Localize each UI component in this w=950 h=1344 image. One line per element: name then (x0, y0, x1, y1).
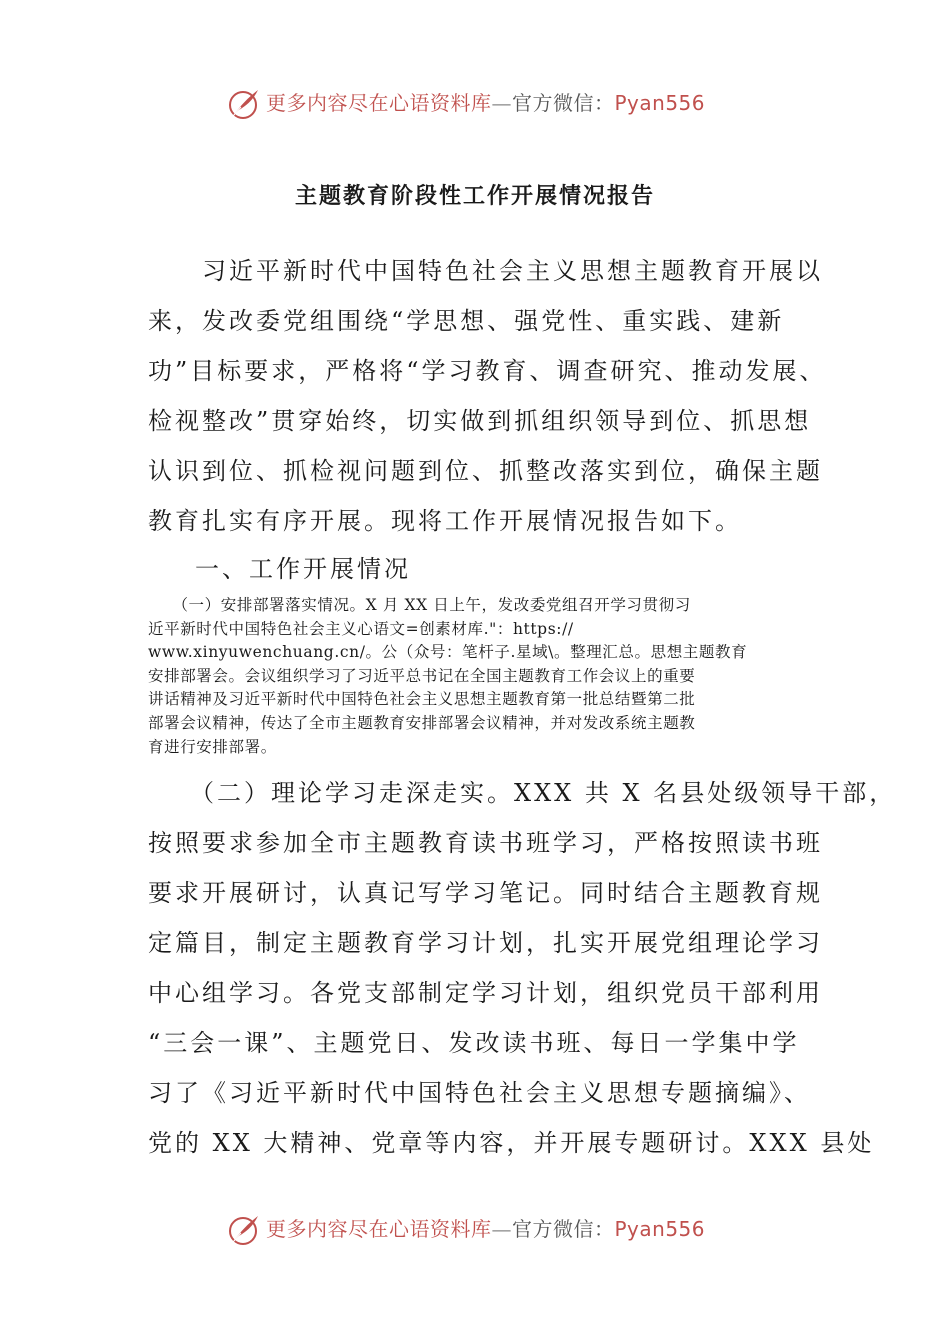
quill-pen-logo-icon (227, 88, 261, 120)
paragraph-line: “三会一课”、主题党日、发改读书班、每日一学集中学 (148, 1029, 800, 1057)
section-1-paragraph (148, 594, 818, 759)
banner-separator: — (491, 91, 512, 115)
banner-wechat-label: 官方微信： (512, 1217, 615, 1241)
intro-paragraph (148, 246, 827, 546)
section-heading: 一、工作开展情况 (195, 555, 411, 583)
paragraph-line: 安排部署会。会议组织学习了习近平总书记在全国主题教育工作会议上的重要 (148, 666, 696, 685)
paragraph-line: www.xinyuwenchuang.cn/。公（众号：笔杆子.星域\。整理汇总。思想主题教育 (148, 643, 748, 662)
section-2-paragraph (148, 768, 897, 1168)
paragraph-line: 部署会议精神，传达了全市主题教育安排部署会议精神，并对发改系统主题教 (148, 713, 696, 732)
paragraph-line: 认识到位、抓检视问题到位、抓整改落实到位，确保主题 (148, 457, 823, 485)
paragraph-line: 定篇目，制定主题教育学习计划，扎实开展党组理论学习 (148, 929, 823, 957)
banner-wechat-label: 官方微信： (512, 91, 615, 115)
banner-brand: 更多内容尽在心语资料库 (266, 91, 492, 115)
paragraph-line: 按照要求参加全市主题教育读书班学习，严格按照读书班 (148, 829, 823, 857)
banner-text (266, 90, 705, 116)
paragraph-line: （一）安排部署落实情况。X 月 XX 日上午，发改委党组召开学习贯彻习 (148, 596, 691, 614)
banner-text (266, 1216, 705, 1242)
paragraph-line: 党的 XX 大精神、党章等内容，并开展专题研讨。XXX 县处 (148, 1129, 875, 1157)
paragraph-line: 近平新时代中国特色社会主义心语文=创素材库."：https:// (148, 619, 574, 638)
paragraph-line: 育进行安排部署。 (148, 737, 277, 756)
quill-pen-logo-icon (227, 1214, 261, 1246)
banner-wechat-id: Pyan556 (614, 91, 706, 115)
paragraph-line: 来，发改委党组围绕“学思想、强党性、重实践、建新 (148, 307, 785, 335)
paragraph-line: 中心组学习。各党支部制定学习计划，组织党员干部利用 (148, 979, 823, 1007)
header-banner (0, 84, 950, 124)
paragraph-line: 习了《习近平新时代中国特色社会主义思想专题摘编》、 (148, 1079, 811, 1107)
paragraph-line: 检视整改”贯穿始终，切实做到抓组织领导到位、抓思想 (148, 407, 812, 435)
paragraph-line: 要求开展研讨，认真记写学习笔记。同时结合主题教育规 (148, 879, 823, 907)
paragraph-line: 习近平新时代中国特色社会主义思想主题教育开展以 (148, 257, 823, 285)
banner-separator: — (491, 1217, 512, 1241)
document-title: 主题教育阶段性工作开展情况报告 (294, 183, 655, 209)
paragraph-line: （二）理论学习走深走实。XXX 共 X 名县处级领导干部， (148, 779, 897, 807)
paragraph-line: 讲话精神及习近平新时代中国特色社会主义思想主题教育第一批总结暨第二批 (148, 690, 696, 709)
banner-wechat-id: Pyan556 (614, 1217, 706, 1241)
banner-brand: 更多内容尽在心语资料库 (266, 1217, 492, 1241)
paragraph-line: 教育扎实有序开展。现将工作开展情况报告如下。 (148, 507, 742, 535)
footer-banner (0, 1210, 950, 1250)
paragraph-line: 功”目标要求，严格将“学习教育、调查研究、推动发展、 (148, 357, 827, 385)
